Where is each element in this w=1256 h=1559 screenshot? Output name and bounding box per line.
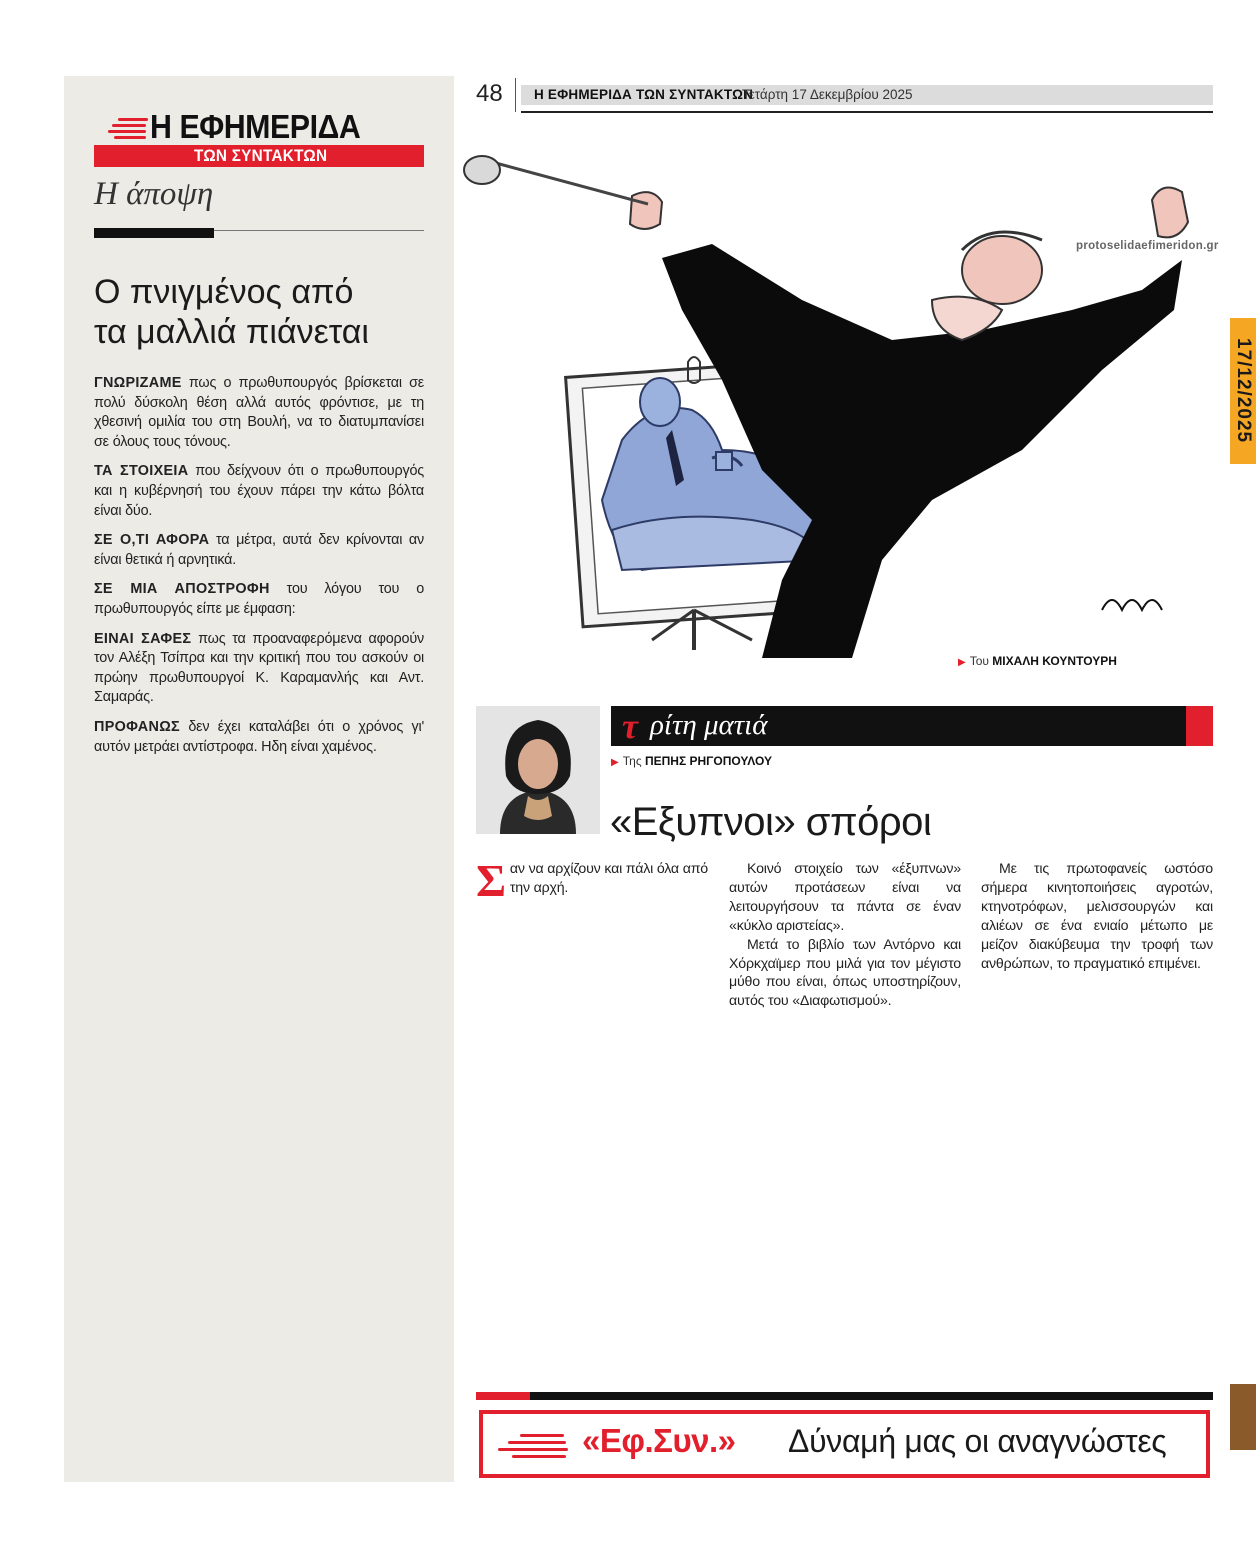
editorial-panel xyxy=(64,76,454,1482)
cartoon-credit xyxy=(958,654,1117,668)
divider xyxy=(515,78,516,112)
date-tab-text: 17/12/2025 xyxy=(1233,338,1254,444)
banner-brand: «Εφ.Συν.» xyxy=(582,1422,736,1459)
logo-subtitle: ΤΩΝ ΣΥΝΤΑΚΤΩΝ xyxy=(194,146,328,165)
speed-lines-icon xyxy=(108,118,148,144)
paragraph-text: που δείχνουν ότι ο πρωθυπουργός και η κυβέρνησή του έχουν πάρει την κάτω βόλτα είναι δύο. xyxy=(94,463,424,519)
author-photo xyxy=(476,706,600,834)
paragraph-lead: ΣΕ ΜΙΑ ΑΠΟΣΤΡΟΦΗ xyxy=(94,581,270,598)
paragraph-text: πως τα προαναφερόμενα αφορούν τον Αλέξη Τσίπρα και την κριτική που του ασκούν οι πρώην πρωθυπουργοί Κ. Καραμανλής και Αντ. Σαμαράς. xyxy=(94,630,424,706)
paragraph-lead: ΕΙΝΑΙ ΣΑΦΕΣ xyxy=(94,630,192,647)
credit-prefix: Του xyxy=(969,654,989,668)
paragraph-text: πως ο πρωθυπουργός βρίσκεται σε πολύ δύσκολη θέση αλλά αυτός φρόντισε, με τη χθεσινή ομιλία του στη Βουλή, να το διατυμπανίσει σε όλους τους τόνους. xyxy=(94,375,424,450)
title-line: τα μαλλιά πιάνεται xyxy=(94,313,369,351)
page-number: 48 xyxy=(476,80,503,107)
byline-prefix: Της xyxy=(622,754,642,768)
watermark: protoselidaefimeridon.gr xyxy=(1076,240,1219,252)
article-title: «Εξυπνοι» σπόροι xyxy=(610,800,932,844)
paragraph xyxy=(94,630,424,708)
divider xyxy=(521,111,1213,113)
paragraph xyxy=(94,718,424,757)
article-column-2 xyxy=(729,860,961,1011)
paragraph xyxy=(476,855,708,906)
page-tab xyxy=(1230,1384,1256,1450)
paragraph: Με τις πρωτοφανείς ωστόσο σήμερα κινητοποιήσεις αγροτών, κτηνοτρόφων, μελισσουργών και αλιέων σε ένα ενιαίο μέτωπο με μείζον διακύβευμα την τροφή των ανθρώπων, το πραγματικό επιμένει. xyxy=(981,861,1213,972)
paragraph xyxy=(94,462,424,521)
dropcap: Σ xyxy=(476,855,506,906)
editorial-body xyxy=(94,374,424,767)
byline-name: ΠΕΠΗΣ ΡΗΓΟΠΟΥΛΟΥ xyxy=(644,754,772,768)
paragraph-text: του λόγου του ο πρωθυπουργός είπε με έμφαση: xyxy=(94,581,424,617)
newspaper-logo xyxy=(94,106,424,166)
paragraph-lead: ΠΡΟΦΑΝΩΣ xyxy=(94,718,180,735)
cartoon-illustration xyxy=(462,140,1210,658)
divider-accent xyxy=(94,228,214,238)
section-initial: τ xyxy=(622,706,638,746)
newspaper-name: Η ΕΦΗΜΕΡΙΔΑ ΤΩΝ ΣΥΝΤΑΚΤΩΝ xyxy=(534,87,754,102)
paragraph-text: τα μέτρα, αυτά δεν κρίνονται αν είναι θετικά ή αρνητικά. xyxy=(94,532,424,568)
title-line: Ο πνιγμένος από xyxy=(94,273,354,311)
paragraph xyxy=(94,531,424,570)
paragraph: Κοινό στοιχείο των «έξυπνων» αυτών προτάσεων είναι να λειτουργήσουν τα πάντα σε έναν «κύκλο αριστείας». xyxy=(729,861,961,934)
speed-lines-icon xyxy=(498,1428,578,1464)
section-accent xyxy=(1186,706,1213,746)
paragraph-text: δεν έχει καταλάβει ότι ο χρόνος γι' αυτόν μετράει αντίστροφα. Ηδη είναι χαμένος. xyxy=(94,718,424,755)
paragraph xyxy=(94,580,424,619)
paragraph: Μετά το βιβλίο των Αντόρνο και Χόρκχαϊμερ που μιλά για τον μέγιστο μύθο που είναι, όπως υποστηρίζουν, αυτός του «Διαφωτισμού». xyxy=(729,936,961,1010)
section-title: ρίτη ματιά xyxy=(650,709,768,741)
logo-title: Η ΕΦΗΜΕΡΙΔΑ xyxy=(150,108,361,145)
triangle-icon: ▶ xyxy=(958,657,966,668)
paragraph xyxy=(94,374,424,452)
paragraph-lead: ΣΕ Ο,ΤΙ ΑΦΟΡΑ xyxy=(94,532,210,549)
paragraph-lead: ΤΑ ΣΤΟΙΧΕΙΑ xyxy=(94,463,189,480)
article-column-3 xyxy=(981,860,1213,973)
paragraph-text: αν να αρχίζουν και πάλι όλα από την αρχή. xyxy=(509,861,708,896)
byline xyxy=(611,754,772,768)
credit-name: ΜΙΧΑΛΗ ΚΟΥΝΤΟΥΡΗ xyxy=(992,654,1117,668)
triangle-icon: ▶ xyxy=(611,757,619,768)
section-label: Η άποψη xyxy=(94,176,214,212)
issue-date: Τετάρτη 17 Δεκεμβρίου 2025 xyxy=(742,87,913,102)
article-column-1 xyxy=(476,855,708,906)
paragraph-lead: ΓΝΩΡΙΖΑΜΕ xyxy=(94,375,182,391)
divider-accent xyxy=(476,1392,530,1400)
banner-slogan: Δύναμή μας οι αναγνώστες xyxy=(788,1423,1167,1459)
divider xyxy=(530,1392,1213,1400)
editorial-title xyxy=(94,272,424,352)
